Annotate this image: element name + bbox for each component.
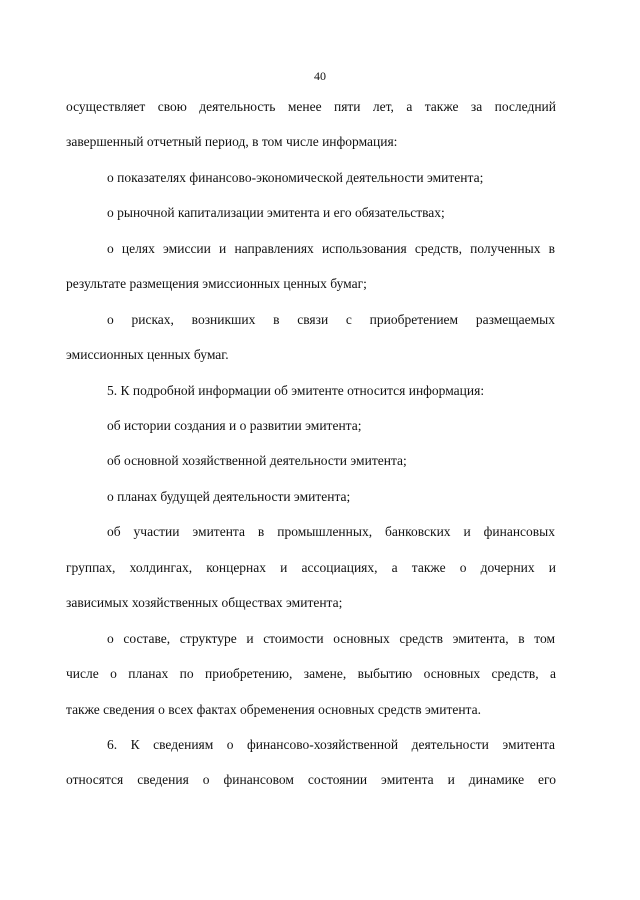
text-line: о показателях финансово-экономической деятельности эмитента;: [107, 170, 484, 185]
text-line: зависимых хозяйственных обществах эмитента;: [66, 595, 343, 610]
text-line: об истории создания и о развитии эмитента;: [107, 418, 362, 433]
text-line: о целях эмиссии и направлениях использования средств, полученных в: [107, 241, 555, 256]
text-line: о планах будущей деятельности эмитента;: [107, 489, 351, 504]
text-line: 5. К подробной информации об эмитенте относится информация:: [107, 383, 485, 398]
text-line: осуществляет свою деятельность менее пяти лет, а также за последний: [66, 99, 556, 114]
text-line: о составе, структуре и стоимости основных средств эмитента, в том: [107, 631, 555, 646]
text-line: об участии эмитента в промышленных, банковских и финансовых: [107, 524, 555, 539]
text-line: о рыночной капитализации эмитента и его обязательствах;: [107, 205, 445, 220]
text-line: завершенный отчетный период, в том числе информация:: [66, 134, 398, 149]
text-line: числе о планах по приобретению, замене, выбытию основных средств, а: [66, 666, 556, 681]
text-line: относятся сведения о финансовом состоянии эмитента и динамике его: [66, 772, 556, 787]
page-number: 40: [314, 69, 326, 83]
text-line: результате размещения эмиссионных ценных бумаг;: [66, 276, 367, 291]
text-line: 6. К сведениям о финансово-хозяйственной деятельности эмитента: [107, 737, 555, 752]
text-line: эмиссионных ценных бумаг.: [66, 347, 229, 362]
text-line: также сведения о всех фактах обременения основных средств эмитента.: [66, 702, 481, 717]
text-line: группах, холдингах, концернах и ассоциациях, а также о дочерних и: [66, 560, 556, 575]
text-line: об основной хозяйственной деятельности эмитента;: [107, 453, 407, 468]
text-line: о рисках, возникших в связи с приобретением размещаемых: [107, 312, 555, 327]
